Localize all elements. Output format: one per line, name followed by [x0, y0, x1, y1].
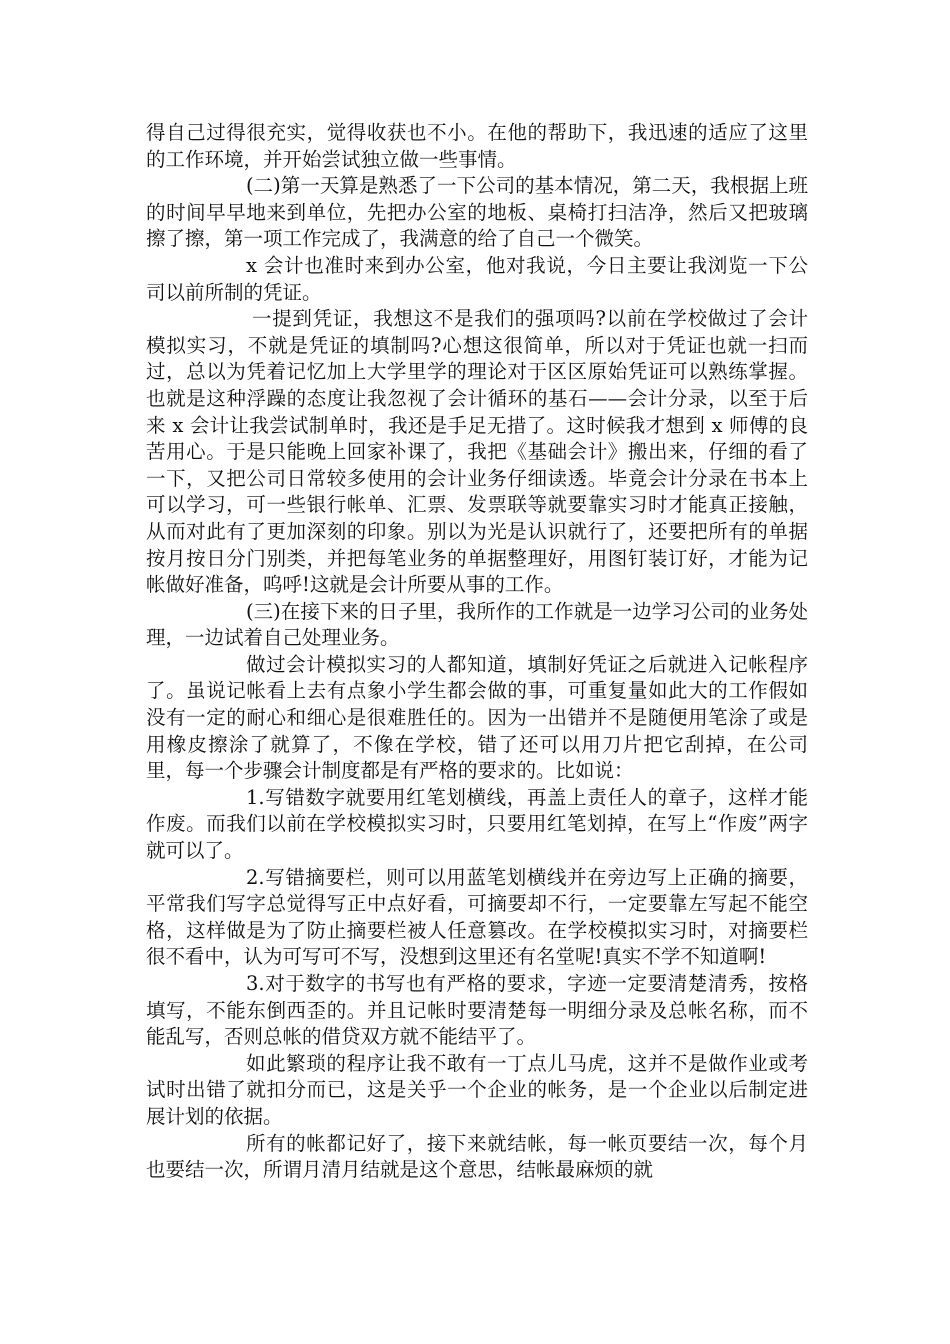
paragraph-continuation: 得自己过得很充实，觉得收获也不小。在他的帮助下，我迅速的适应了这里的工作环境，并开始尝试独立做一些事情。 [146, 121, 808, 171]
paragraph-bookkeeping: 做过会计模拟实习的人都知道，填制好凭证之后就进入记帐程序了。虽说记帐看上去有点象小学生都会做的事，可重复量如此大的工作假如没有一定的耐心和细心是很难胜任的。因为一出错并不是随便用笔涂了或是用橡皮擦涂了就算了，不像在学校，错了还可以用刀片把它刮掉，在公司里，每一个步骤会计制度都是有严格的要求的。比如说： [146, 652, 808, 783]
paragraph-rule-two: 2.写错摘要栏，则可以用蓝笔划横线并在旁边写上正确的摘要，平常我们写字总觉得写正中点好看，可摘要却不行，一定要靠左写起不能空格，这样做是为了防止摘要栏被人任意篡改。在学校模拟实习时，对摘要栏很不看中，认为可写可不写，没想到这里还有名堂呢!真实不学不知道啊! [146, 865, 808, 969]
paragraph-rule-one: 1.写错数字就要用红笔划横线，再盖上责任人的章子，这样才能作废。而我们以前在学校模拟实习时，只要用红笔划掉，在写上“作废”两字就可以了。 [146, 785, 808, 863]
paragraph-careful: 如此繁琐的程序让我不敢有一丁点儿马虎，这并不是做作业或考试时出错了就扣分而已，这是关乎一个企业的帐务，是一个企业以后制定进展计划的依据。 [146, 1051, 808, 1128]
body-text [146, 120, 808, 1184]
paragraph-section-two: (二)第一天算是熟悉了一下公司的基本情况，第二天，我根据上班的时间早早地来到单位，先把办公室的地板、桌椅打扫洁净，然后又把玻璃擦了擦，第一项工作完成了，我满意的给了自己一个微笑。 [146, 174, 808, 251]
paragraph-rule-three: 3.对于数字的书写也有严格的要求，字迹一定要清楚清秀，按格填写，不能东倒西歪的。并且记帐时要清楚每一明细分录及总帐名称，而不能乱写，否则总帐的借贷双方就不能结平了。 [146, 972, 808, 1049]
paragraph-accountant-instruction: x 会计也准时来到办公室，他对我说，今日主要让我浏览一下公司以前所制的凭证。 [146, 253, 808, 304]
paragraph-closing-accounts: 所有的帐都记好了，接下来就结帐，每一帐页要结一次，每个月也要结一次，所谓月清月结就是这个意思，结帐最麻烦的就 [146, 1131, 808, 1182]
paragraph-vouchers: 一提到凭证，我想这不是我们的强项吗?以前在学校做过了会计模拟实习，不就是凭证的填制吗?心想这很简单，所以对于凭证也就一扫而过，总以为凭着记忆加上大学里学的理论对于区区原始凭证可以熟练掌握。也就是这种浮躁的态度让我忽视了会计循环的基石——会计分录，以至于后来 x 会计让我尝试制单时，我还是手足无措了。这时候我才想到 x 师傅的良苦用心。于是只能晚上回家补课了，我把《基础会计》搬出来，仔细的看了一下，又把公司日常较多使用的会计业务仔细读透。毕竟会计分录在书本上可以学习，可一些银行帐单、汇票、发票联等就要靠实习时才能真正接触，从而对此有了更加深刻的印象。别以为光是认识就行了，还要把所有的单据按月按日分门别类，并把每笔业务的单据整理好，用图钉装订好，才能为记帐做好准备，呜呼!这就是会计所要从事的工作。 [146, 307, 808, 597]
paragraph-section-three: (三)在接下来的日子里，我所作的工作就是一边学习公司的业务处理，一边试着自己处理业务。 [146, 599, 808, 650]
